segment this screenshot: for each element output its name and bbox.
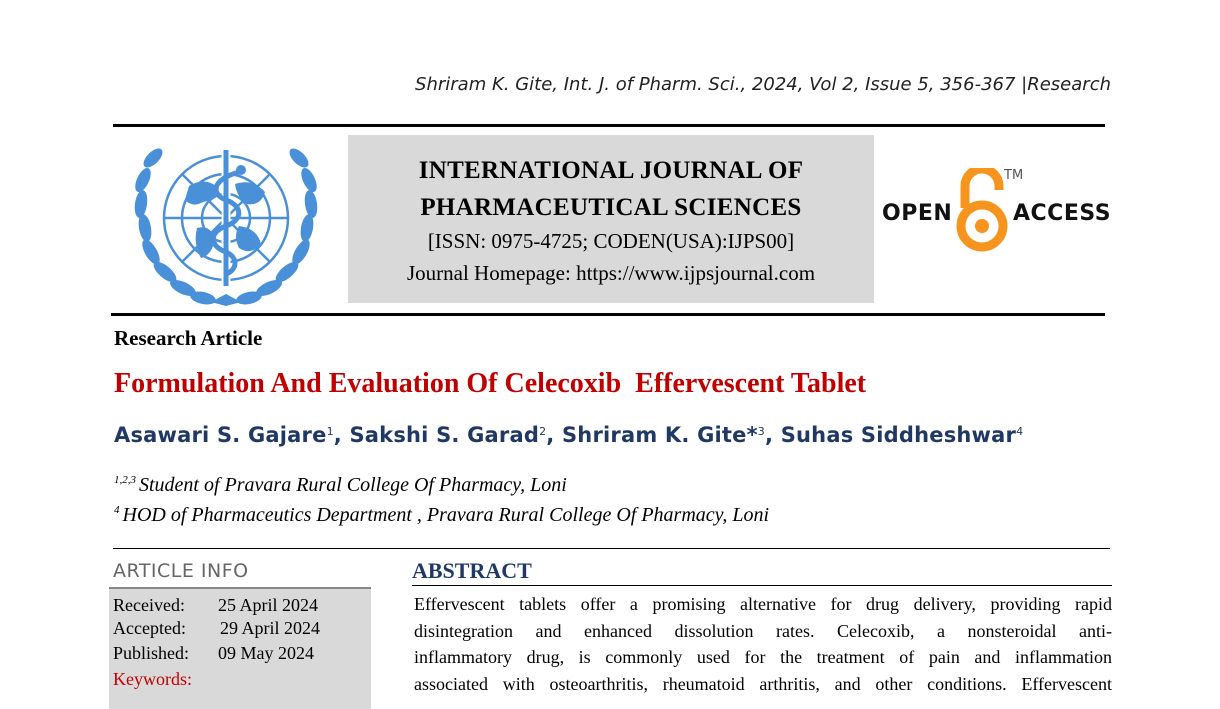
journal-issn: [ISSN: 0975-4725; CODEN(USA):IJPS00] (427, 229, 795, 253)
author-separator: , (333, 423, 350, 447)
author-affil-sup: 2 (539, 425, 547, 438)
affiliation-text: Student of Pravara Rural College Of Pharmacy, Loni (139, 474, 567, 496)
received-date: 25 April 2024 (218, 595, 319, 615)
author-list (114, 423, 1023, 447)
author-affil-sup: 1 (326, 425, 334, 438)
header-rule-top (113, 124, 1105, 127)
open-access-lock-icon (955, 168, 1009, 252)
abstract-line: disintegration and enhanced dissolution rates. Celecoxib, a nonsteroidal anti- (414, 620, 1112, 641)
abstract-rule (412, 585, 1112, 586)
journal-title-line2: PHARMACEUTICAL SCIENCES (420, 194, 802, 221)
header-rule-bottom (111, 313, 1105, 316)
affiliation (114, 504, 769, 527)
affiliation-text: HOD of Pharmaceutics Department , Pravara Rural College Of Pharmacy, Loni (122, 504, 770, 526)
journal-title-line1: INTERNATIONAL JOURNAL OF (418, 157, 804, 184)
running-header: Shriram K. Gite, Int. J. of Pharm. Sci., 2024, Vol 2, Issue 5, 356-367 |Research (415, 74, 1111, 95)
published-row (113, 643, 314, 664)
abstract-line: inflammatory drug, is commonly used for the treatment of pain and inflammation (414, 647, 1112, 667)
open-access-tm: TM (1004, 168, 1024, 183)
who-emblem-icon (127, 136, 325, 308)
open-access-logo (880, 168, 1110, 252)
accepted-row (113, 618, 320, 639)
author-name[interactable]: Shriram K. Gite* (561, 423, 758, 447)
author-affil-sup: 4 (1016, 425, 1024, 438)
author-name[interactable]: Suhas Siddheshwar (780, 423, 1017, 447)
accepted-date: 29 April 2024 (220, 618, 321, 638)
open-access-access-text: ACCESS (1013, 201, 1112, 226)
abstract-heading: ABSTRACT (412, 558, 532, 583)
abstract-line: associated with osteoarthritis, rheumatoid arthritis, and other conditions. Effervescent (414, 673, 1112, 694)
received-row (113, 595, 318, 616)
journal-masthead (348, 135, 874, 303)
published-label: Published: (113, 643, 190, 663)
article-info-box (109, 587, 371, 709)
affiliation-sup: 1,2,3 (114, 474, 136, 486)
article-title: Formulation And Evaluation Of Celecoxib Effervescent Tablet (114, 368, 867, 399)
abstract-body (414, 591, 1112, 697)
affiliation-sup: 4 (114, 504, 120, 516)
author-name[interactable]: Asawari S. Gajare (114, 423, 327, 447)
article-type: Research Article (114, 326, 263, 350)
abstract-line: Effervescent tablets offer a promising alternative for drug delivery, providing rapid (414, 594, 1112, 614)
open-access-open-text: OPEN (882, 201, 953, 226)
author-name[interactable]: Sakshi S. Garad (349, 423, 540, 447)
keywords-label: Keywords: (113, 669, 192, 689)
received-label: Received: (113, 595, 185, 615)
affiliation (114, 474, 567, 497)
accepted-label: Accepted: (113, 618, 186, 638)
section-divider (113, 548, 1110, 549)
journal-title (348, 152, 874, 226)
published-date: 09 May 2024 (218, 643, 314, 663)
article-info-heading: ARTICLE INFO (113, 560, 249, 582)
journal-homepage-link[interactable]: Journal Homepage: https://www.ijpsjournal.com (406, 261, 816, 285)
author-separator: , (765, 423, 781, 447)
author-affil-sup: 3 (757, 425, 765, 438)
author-separator: , (546, 423, 562, 447)
